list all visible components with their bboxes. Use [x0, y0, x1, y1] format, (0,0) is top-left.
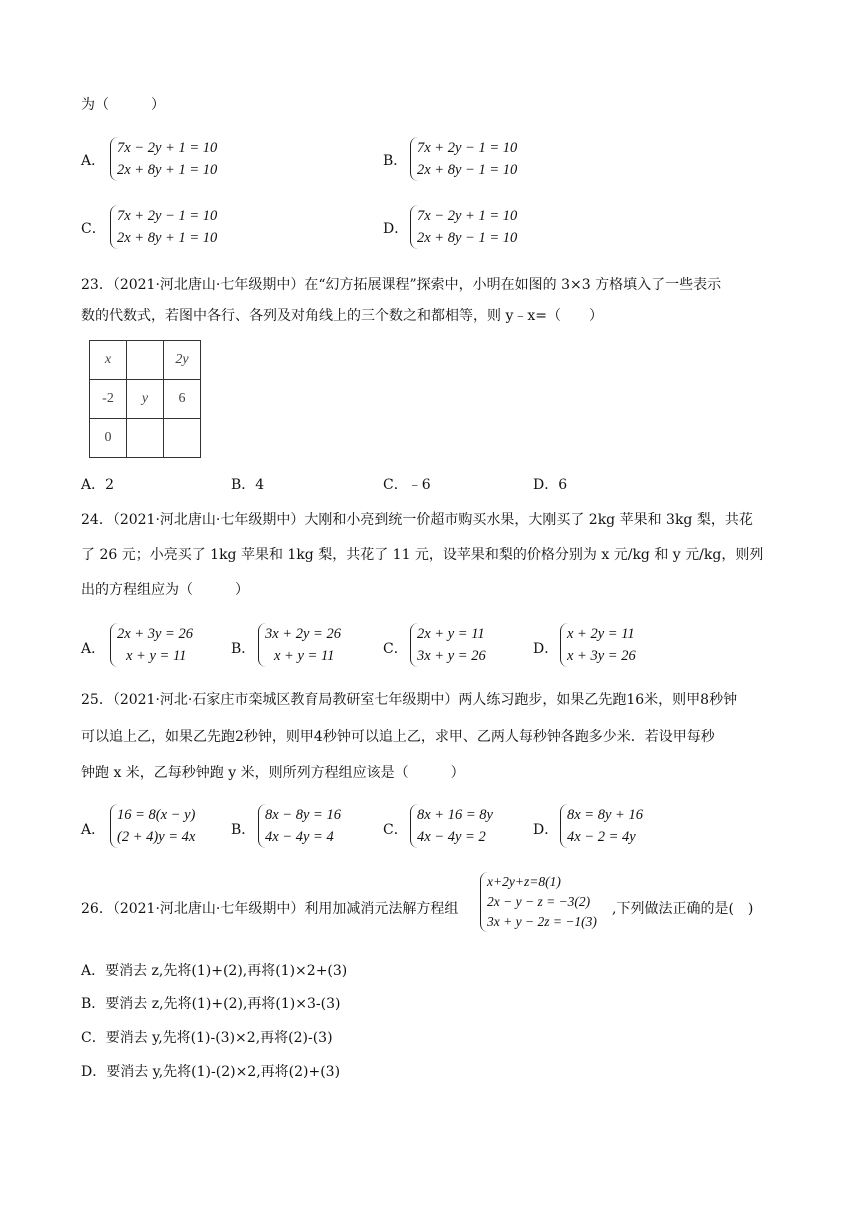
q24-option-a-label: A． [81, 641, 106, 657]
equation: x + 3y = 26 [567, 648, 636, 664]
grid-cell: 6 [164, 380, 201, 419]
q22-option-c-system [110, 205, 217, 249]
q24-option-d-system [560, 623, 636, 667]
q22-option-a-system [110, 137, 217, 181]
q24-stem-line-3: 出的方程组应为（ ） [81, 582, 249, 598]
equation: 16 = 8(x − y) [117, 807, 196, 823]
q24-option-c-system [410, 623, 486, 667]
grid-cell [127, 419, 164, 458]
q22-option-d-label: D． [383, 221, 409, 237]
equation: 4x − 4y = 2 [417, 829, 486, 845]
q22-option-b-label: B． [383, 153, 408, 169]
equation: x + y = 11 [274, 648, 335, 664]
q24-option-c-label: C． [383, 641, 408, 657]
q23-option-d: D．6 [533, 477, 568, 493]
q23-option-b: B．4 [231, 477, 265, 493]
equation: 7x + 2y − 1 = 10 [117, 208, 218, 224]
equation: 7x + 2y − 1 = 10 [417, 140, 518, 156]
equation: 7x − 2y + 1 = 10 [417, 208, 518, 224]
equation: (2 + 4)y = 4x [117, 829, 196, 845]
q24-stem-line-1: 24．（2021·河北唐山·七年级期中）大刚和小亮到统一价超市购买水果，大刚买了 2kg 苹果和 3kg 梨，共花 [81, 512, 753, 528]
q24-option-d-label: D． [533, 641, 559, 657]
q23-option-a: A．2 [81, 477, 115, 493]
equation: 2x + 8y − 1 = 10 [417, 230, 518, 246]
equation: 2x − y − z = −3(2) [487, 894, 591, 909]
q23-stem-line-2: 数的代数式，若图中各行、各列及对角线上的三个数之和都相等，则 y﹣x=（ ） [81, 308, 603, 324]
q24-option-b-label: B． [231, 641, 256, 657]
q25-option-c-system [410, 804, 493, 848]
q26-option-b: B．要消去 z,先将(1)+(2),再将(1)×3-(3) [81, 996, 341, 1012]
q25-option-c-label: C． [383, 822, 408, 838]
grid-cell: y [127, 380, 164, 419]
q22-option-d-system [410, 205, 517, 249]
q23-option-c: C．﹣6 [383, 477, 431, 493]
q25-stem-line-3: 钟跑 x 米，乙每秒钟跑 y 米，则所列方程组应该是（ ） [81, 765, 465, 781]
equation: x + y = 11 [126, 648, 187, 664]
grid-cell [164, 419, 201, 458]
grid-cell: 2y [164, 341, 201, 380]
equation: 2x + 8y + 1 = 10 [117, 230, 218, 246]
equation: 8x = 8y + 16 [567, 807, 643, 823]
equation: x + 2y = 11 [567, 626, 635, 642]
q22-option-a-label: A． [81, 153, 106, 169]
q26-stem-suffix: ,下列做法正确的是( ) [612, 901, 754, 917]
q25-option-d-label: D． [533, 822, 559, 838]
q25-option-a-system [110, 804, 195, 848]
q26-stem-prefix: 26．（2021·河北唐山·七年级期中）利用加减消元法解方程组 [81, 901, 459, 917]
magic-square-grid [89, 340, 201, 458]
q26-option-a: A．要消去 z,先将(1)+(2),再将(1)×2+(3) [81, 963, 348, 979]
equation: 8x − 8y = 16 [265, 807, 341, 823]
equation: 3x + y = 26 [417, 648, 486, 664]
q24-option-b-system [258, 623, 341, 667]
q25-option-b-system [258, 804, 341, 848]
q25-option-d-system [560, 804, 643, 848]
q26-option-c: C．要消去 y,先将(1)-(3)×2,再将(2)-(3) [81, 1030, 333, 1046]
equation: 3x + 2y = 26 [265, 626, 341, 642]
q22-option-b-system [410, 137, 517, 181]
grid-cell [127, 341, 164, 380]
equation: x+2y+z=8(1) [487, 874, 561, 889]
equation: 2x + y = 11 [417, 626, 485, 642]
grid-cell: x [90, 341, 127, 380]
q25-option-a-label: A． [81, 822, 106, 838]
grid-cell: -2 [90, 380, 127, 419]
equation: 2x + 8y − 1 = 10 [417, 162, 518, 178]
equation: 4x − 4y = 4 [265, 829, 334, 845]
q22-option-c-label: C． [81, 221, 106, 237]
equation: 8x + 16 = 8y [417, 807, 493, 823]
q24-option-a-system [110, 623, 193, 667]
equation: 4x − 2 = 4y [567, 829, 636, 845]
q23-stem-line-1: 23．（2021·河北唐山·七年级期中）在“幻方拓展课程”探索中，小明在如图的 3×3 方格填入了一些表示 [81, 277, 722, 293]
equation: 3x + y − 2z = −1(3) [487, 914, 597, 929]
equation: 2x + 8y + 1 = 10 [117, 162, 218, 178]
top-line: 为（ ） [81, 97, 165, 113]
q26-equation-system [480, 872, 597, 932]
equation: 2x + 3y = 26 [117, 626, 193, 642]
q26-option-d: D．要消去 y,先将(1)-(2)×2,再将(2)+(3) [81, 1064, 341, 1080]
q25-stem-line-2: 可以追上乙，如果乙先跑2秒钟，则甲4秒钟可以追上乙，求甲、乙两人每秒钟各跑多少米．若设甲每秒 [81, 729, 715, 745]
q24-stem-line-2: 了 26 元；小亮买了 1kg 苹果和 1kg 梨，共花了 11 元，设苹果和梨的价格分别为 x 元/kg 和 y 元/kg，则列 [81, 547, 764, 563]
q25-stem-line-1: 25．（2021·河北·石家庄市栾城区教育局教研室七年级期中）两人练习跑步，如果乙先跑16米，则甲8秒钟 [81, 692, 738, 708]
equation: 7x − 2y + 1 = 10 [117, 140, 218, 156]
grid-cell: 0 [90, 419, 127, 458]
q25-option-b-label: B． [231, 822, 256, 838]
